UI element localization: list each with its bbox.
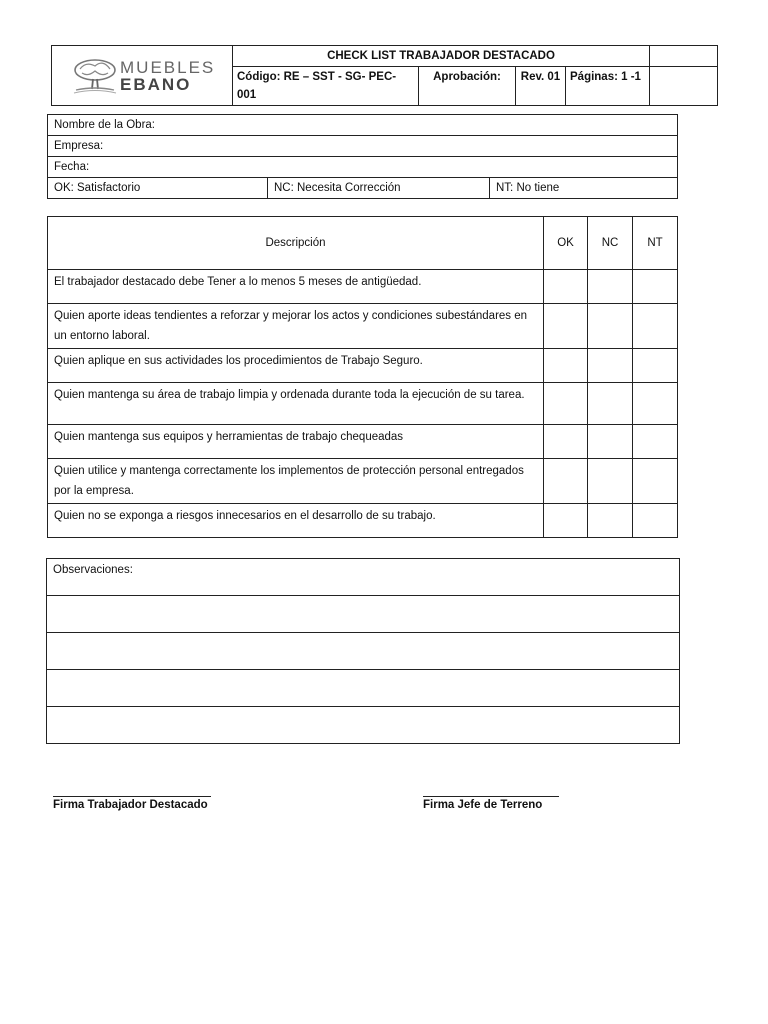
signature-trabajador-label: Firma Trabajador Destacado — [53, 799, 208, 811]
table-row — [48, 349, 678, 383]
logo-line1: MUEBLES — [120, 57, 216, 77]
ok-checkbox[interactable] — [544, 270, 588, 304]
signature-jefe — [423, 786, 559, 811]
nc-checkbox[interactable] — [588, 270, 633, 304]
document-header — [51, 45, 718, 106]
item-description: El trabajador destacado debe Tener a lo menos 5 meses de antigüedad. — [48, 270, 544, 304]
item-description: Quien aporte ideas tendientes a reforzar y mejorar los actos y condiciones subestándares en un entorno laboral. — [48, 304, 544, 349]
observations-line[interactable] — [47, 596, 680, 633]
nc-checkbox[interactable] — [588, 425, 633, 459]
company-logo — [52, 50, 232, 102]
empresa-field[interactable]: Empresa: — [48, 136, 678, 157]
paginas-cell: Páginas: 1 -1 — [566, 67, 650, 106]
col-nt: NT — [633, 217, 678, 270]
table-row — [48, 504, 678, 538]
nc-checkbox[interactable] — [588, 383, 633, 425]
nt-checkbox[interactable] — [633, 304, 678, 349]
tree-icon — [72, 57, 118, 95]
aprobacion-cell: Aprobación: — [419, 67, 516, 106]
col-descripcion: Descripción — [48, 217, 544, 270]
logo-line2: EBANO — [120, 74, 192, 94]
col-ok: OK — [544, 217, 588, 270]
item-description: Quien aplique en sus actividades los procedimientos de Trabajo Seguro. — [48, 349, 544, 383]
codigo-cell: Código: RE – SST - SG- PEC-001 — [233, 67, 419, 106]
item-description: Quien mantenga su área de trabajo limpia y ordenada durante toda la ejecución de su tarea. — [48, 383, 544, 425]
item-description: Quien no se exponga a riesgos innecesarios en el desarrollo de su trabajo. — [48, 504, 544, 538]
fecha-field[interactable]: Fecha: — [48, 157, 678, 178]
table-row — [48, 270, 678, 304]
observations-table — [46, 558, 680, 744]
table-row — [48, 304, 678, 349]
legend-nc: NC: Necesita Corrección — [268, 178, 490, 199]
col-nc: NC — [588, 217, 633, 270]
signature-line[interactable] — [53, 786, 211, 797]
nt-checkbox[interactable] — [633, 270, 678, 304]
signature-trabajador — [53, 786, 211, 811]
project-info-table — [47, 114, 678, 199]
nt-checkbox[interactable] — [633, 383, 678, 425]
nt-checkbox[interactable] — [633, 504, 678, 538]
nc-checkbox[interactable] — [588, 459, 633, 504]
rev-cell: Rev. 01 — [516, 67, 566, 106]
nc-checkbox[interactable] — [588, 304, 633, 349]
nt-checkbox[interactable] — [633, 459, 678, 504]
ok-checkbox[interactable] — [544, 304, 588, 349]
nt-checkbox[interactable] — [633, 425, 678, 459]
obra-field[interactable]: Nombre de la Obra: — [48, 115, 678, 136]
ok-checkbox[interactable] — [544, 459, 588, 504]
table-row — [48, 459, 678, 504]
ok-checkbox[interactable] — [544, 383, 588, 425]
item-description: Quien utilice y mantenga correctamente los implementos de protección personal entregados por la empresa. — [48, 459, 544, 504]
table-row — [48, 383, 678, 425]
nc-checkbox[interactable] — [588, 349, 633, 383]
nt-checkbox[interactable] — [633, 349, 678, 383]
ok-checkbox[interactable] — [544, 349, 588, 383]
observations-line[interactable] — [47, 707, 680, 744]
document-title: CHECK LIST TRABAJADOR DESTACADO — [233, 46, 650, 67]
ok-checkbox[interactable] — [544, 425, 588, 459]
observations-line[interactable] — [47, 633, 680, 670]
signature-line[interactable] — [423, 786, 559, 797]
ok-checkbox[interactable] — [544, 504, 588, 538]
legend-ok: OK: Satisfactorio — [48, 178, 268, 199]
checklist-table — [47, 216, 678, 538]
nc-checkbox[interactable] — [588, 504, 633, 538]
table-row — [48, 425, 678, 459]
legend-nt: NT: No tiene — [490, 178, 678, 199]
header-empty-cell-2 — [650, 67, 718, 106]
logo-cell — [52, 46, 233, 106]
item-description: Quien mantenga sus equipos y herramientas de trabajo chequeadas — [48, 425, 544, 459]
signature-jefe-label: Firma Jefe de Terreno — [423, 799, 543, 811]
observations-line[interactable] — [47, 670, 680, 707]
header-empty-cell — [650, 46, 718, 67]
observations-label: Observaciones: — [47, 559, 680, 596]
